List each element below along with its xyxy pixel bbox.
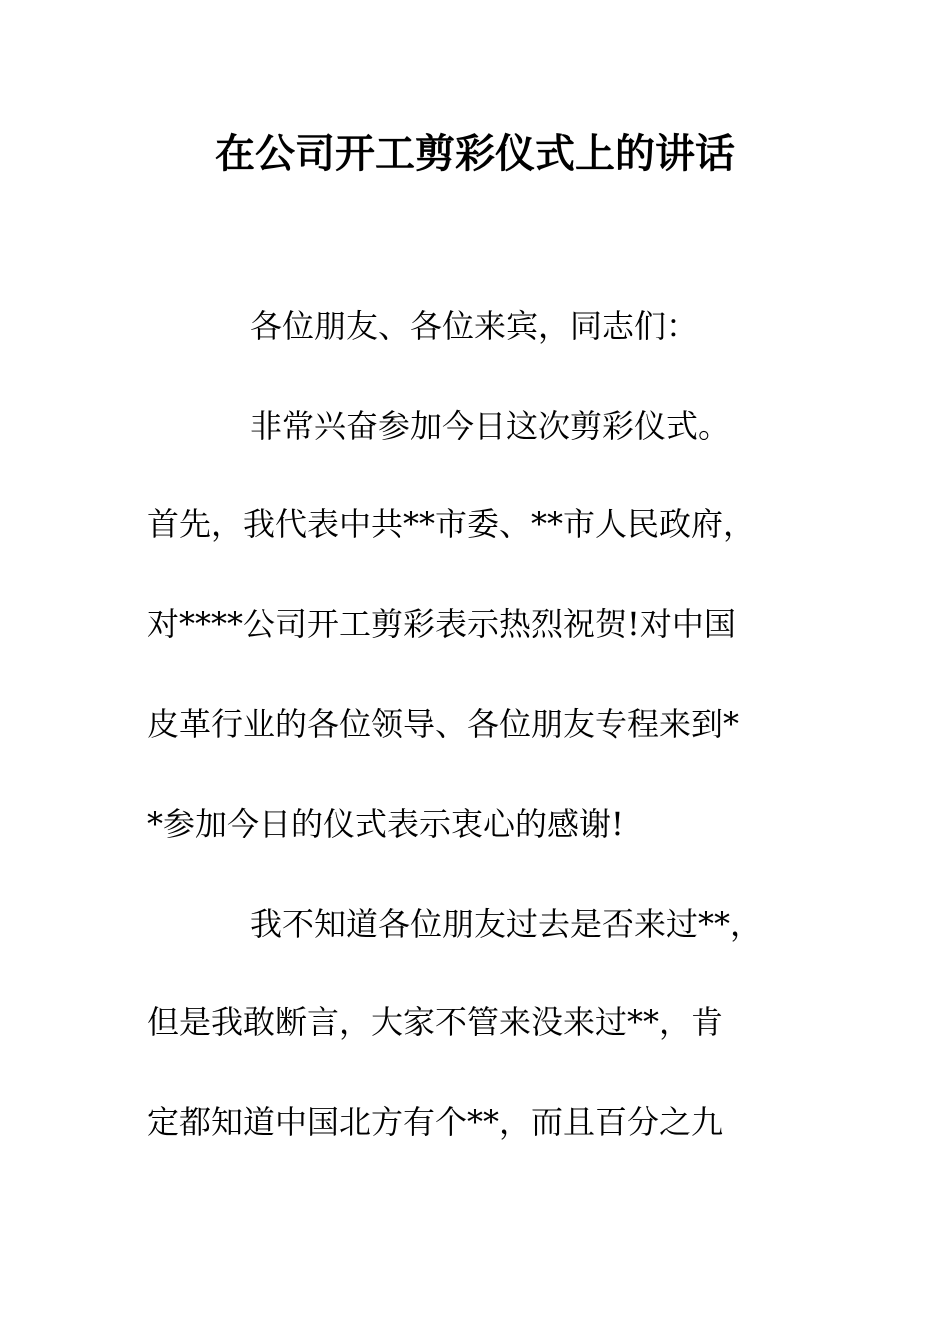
document-title: 在公司开工剪彩仪式上的讲话 [215,130,735,177]
paragraph-line: 对****公司开工剪彩表示热烈祝贺!对中国 [147,605,736,643]
paragraph-line: 但是我敢断言，大家不管来没来过**，肯 [147,1003,724,1041]
paragraph-line: 皮革行业的各位领导、各位朋友专程来到* [147,705,740,743]
paragraph-line: 定都知道中国北方有个**，而且百分之九 [147,1103,724,1141]
paragraph-line: *参加今日的仪式表示衷心的感谢! [147,805,624,843]
paragraph-line: 我不知道各位朋友过去是否来过**， [250,905,763,943]
greeting-line: 各位朋友、各位来宾，同志们： [250,307,699,345]
paragraph-line: 首先，我代表中共**市委、**市人民政府， [147,505,756,543]
paragraph-line: 非常兴奋参加今日这次剪彩仪式。 [250,407,731,445]
